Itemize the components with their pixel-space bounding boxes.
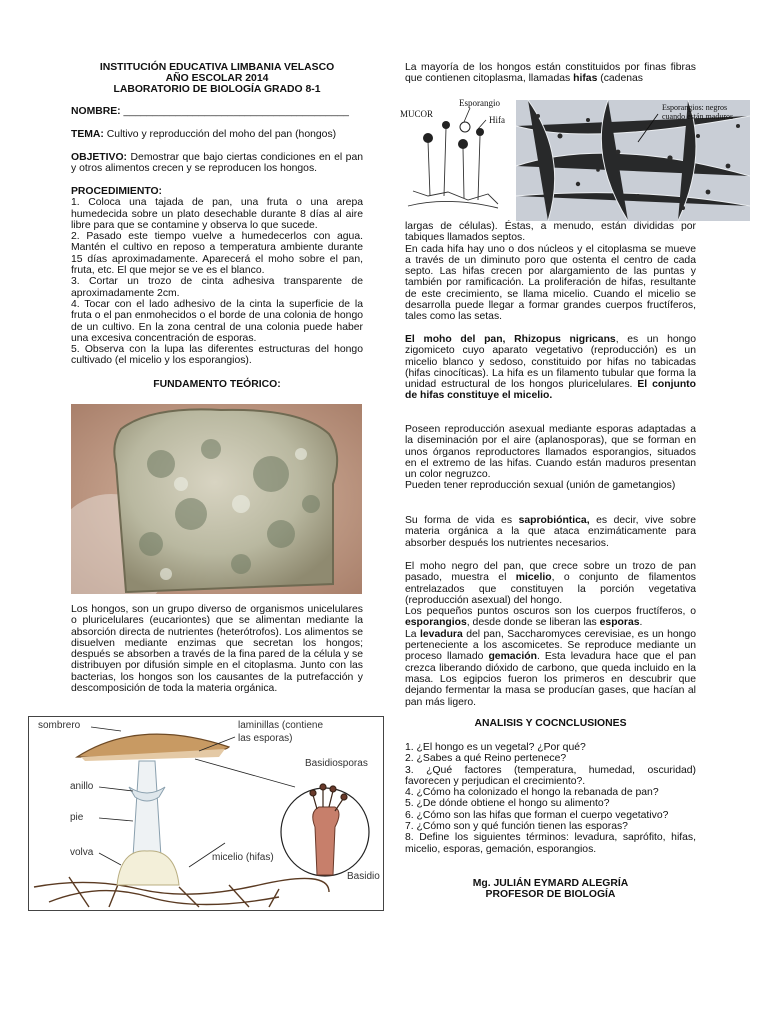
question-5: 5. ¿De dónde obtiene el hongo su alimento? [405, 798, 610, 810]
lab-title: LABORATORIO DE BIOLOGÍA GRADO 8-1 [113, 84, 321, 96]
question-2: 2. ¿Sabes a qué Reino pertenece? [405, 753, 567, 765]
step-1: 1. Coloca una tajada de pan, una fruta o una arepa humedecida sobre un plato desechable durante 8 días al aire libre para que se contamine y observa lo que sucede. [71, 197, 363, 231]
hongos-paragraph: Los hongos, son un grupo diverso de organismos unicelulares o pluricelulares (eucariontes) que se alimentan mediante la absorción directa de nutrientes (heterótrofos). Los alimentos se disuelven mediante enzimas que secretan los hongos; después se absorben a través de la fina pared de la célula y se distribuyen por difusión simple en el citoplasma. Junto con las bacterias, los hongos son los causantes de la putrefacción y descomposición de toda la materia orgánica. [71, 604, 363, 695]
analisis-questions [405, 742, 696, 855]
question-3: 3. ¿Qué factores (temperatura, humedad, oscuridad) favorecen y perjudican el crecimiento?. [405, 764, 696, 787]
step-5: 5. Observa con la lupa las diferentes estructuras del hongo cultivado (el micelio y los esporangios). [71, 344, 363, 367]
label-volva: volva [70, 847, 94, 858]
moho-negro-paragraph: El moho negro del pan, que crece sobre un trozo de pan pasado, muestra el micelio, o conjunto de filamentos entrelazados que constituyen la porción vegetativa (reproducción asexual) del hongo. Los pequeños puntos oscuros son los cuerpos fructíferos, o esporangios, desde donde se liberan las esporas. La levadura del pan, Saccharomyces cerevisiae, es un hongo perteneciente a los ascomicetes. Se reproduce mediante un proceso llamado gemación. Esta levadura hace que el pan crezca liberando dióxido de carbono, que queda incluido en la masa. Los egipcios fueron los primeros en descubrir que dejando fermentar la masa se producían gases, que hacían al pan más ligero. [405, 561, 696, 708]
label-anillo: anillo [70, 781, 94, 792]
fundamento-title: FUNDAMENTO TEÓRICO: [153, 379, 281, 390]
mushroom-diagram [28, 716, 384, 911]
moho-del-pan-paragraph: El moho del pan, Rhizopus nigricans, es un hongo zigomiceto cuyo aparato vegetativo (reproducción) es un micelio blanco y sedoso, constituido por hifas no tabicadas (hifas cinocíticas). La hifa es un filamento tubular que forma la unidad estructural de los hongos pluricelulares. El conjunto de hifas constituye el micelio. [405, 334, 696, 402]
label-mucor: MUCOR [400, 109, 434, 119]
signature-block [405, 878, 696, 901]
saprobiontica-paragraph: Su forma de vida es saprobióntica, es decir, vive sobre materia orgánica a la que ataca enzimáticamente para absorber después los nutrientes necesarios. [405, 515, 697, 549]
nombre-label: NOMBRE: [71, 106, 121, 117]
institution-name: INSTITUCIÓN EDUCATIVA LIMBANIA VELASCO [99, 62, 335, 73]
hifas-intro: La mayoría de los hongos están constituidos por finas fibras que contienen citoplasma, llamadas hifas (cadenas [405, 62, 696, 85]
label-esporangios-negros: Esporangios: negros [662, 103, 728, 112]
nombre-line [71, 106, 363, 117]
question-6: 6. ¿Cómo son las hifas que forman el cuerpo vegetativo? [405, 809, 669, 821]
procedimiento-block [71, 186, 363, 367]
label-micelio: micelio (hifas) [212, 852, 274, 863]
nombre-blank: _______________________________________ [123, 106, 349, 117]
bread-image [71, 404, 362, 594]
step-3: 3. Cortar un trozo de cinta adhesiva transparente de aproximadamente 2cm. [71, 276, 363, 299]
objetivo-block [71, 152, 363, 175]
label-esporangio: Esporangio [459, 98, 500, 108]
step-4: 4. Tocar con el lado adhesivo de la cinta la superficie de la fruta o el pan enmohecidos o el borde de una colonia de hongo de un cultivo. En la zona central de una colonia puede haber una excesiva concentración de esporas. [71, 298, 363, 344]
tema-block [71, 129, 363, 140]
analisis-title: ANALISIS Y COCNCLUSIONES [474, 718, 627, 729]
label-basidiosporas: Basidiosporas [305, 758, 368, 769]
question-8: 8. Define los siguientes términos: levadura, saprófito, hifas, micelio, esporas, gemación, esporangios. [405, 832, 696, 855]
teacher-name: Mg. JULIÁN EYMARD ALEGRÍA [472, 878, 629, 889]
question-1: 1. ¿El hongo es un vegetal? ¿Por qué? [405, 742, 586, 753]
tema-label: TEMA: [71, 129, 104, 140]
hifas-continuation: largas de células). Éstas, a menudo, están divididas por tabiques llamados septos. En cada hifa hay uno o dos núcleos y el citoplasma se mueve a través de un diminuto poro que ostenta el centro de cada septo. Las hifas crecen por alargamiento de las puntas y también por ramificación. La proliferación de hifas, resultante de este crecimiento, se llama micelio. Cuando el micelio se desarrolla puede llegar a formar grandes cuerpos fructíferos, tales como las setas. [405, 221, 696, 323]
label-hifa: Hifa [489, 115, 505, 125]
question-7: 7. ¿Cómo son y qué función tienen las esporas? [405, 821, 628, 833]
mucor-figure [388, 96, 750, 221]
tema-text: Cultivo y reproducción del moho del pan (hongos) [106, 129, 337, 140]
reproduccion-paragraph: Poseen reproducción asexual mediante esporas adaptadas a la diseminación por el aire (aplanosporas), que se forman en unos órganos reproductores llamados esporangios, situados en el extremo de las hifas. Cuando están maduros presentan un color negruzco. Pueden tener reproducción sexual (unión de gametangios) [405, 424, 696, 492]
question-4: 4. ¿Cómo ha colonizado el hongo la rebanada de pan? [405, 787, 659, 799]
objetivo-text: Demostrar que bajo ciertas condiciones en el pan y otros alimentos crecen y se reproducen los hongos. [71, 152, 363, 175]
label-basidio: Basidio [347, 871, 380, 882]
label-cuando-maduros: cuando están maduros [662, 112, 734, 121]
label-pie: pie [70, 812, 84, 823]
label-sombrero: sombrero [38, 720, 81, 731]
label-laminillas: laminillas (contiene [238, 720, 324, 731]
label-laminillas-2: las esporas) [238, 733, 293, 744]
objetivo-label: OBJETIVO: [71, 152, 128, 163]
teacher-role: PROFESOR DE BIOLOGÍA [485, 889, 616, 901]
procedimiento-title: PROCEDIMIENTO: [71, 186, 163, 197]
step-2: 2. Pasado este tiempo vuelve a humedecerlos con agua. Mantén el cultivo en reposo a temperatura ambiente durante 15 días aproximadamente. Aparecerá el moho sobre el pan, fruta, etc. El que mejor se ve es el blanco. [71, 231, 363, 277]
moldy-bread-photo [71, 404, 362, 594]
document-header [71, 62, 363, 96]
student-info [71, 106, 363, 117]
school-year: AÑO ESCOLAR 2014 [165, 73, 269, 85]
